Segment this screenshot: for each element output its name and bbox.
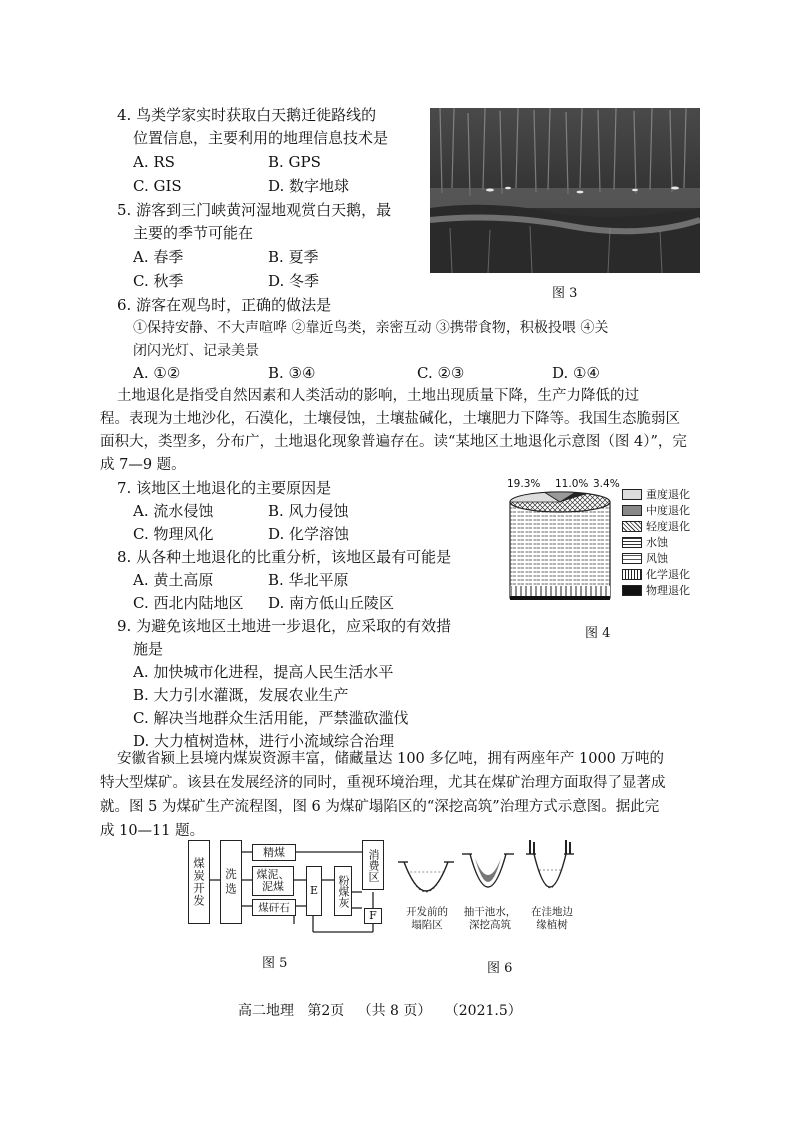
q8-option-d: D. 南方低山丘陵区 (268, 594, 395, 612)
legend-swatch-severe (622, 489, 642, 500)
q8-option-a: A. 黄土高原 (133, 571, 214, 589)
q4-option-c: C. GIS (133, 177, 182, 195)
q4-option-b: B. GPS (268, 153, 321, 171)
box-coal-slime: 煤泥、泥煤 (252, 866, 294, 896)
figure-6-stage-3: 在洼地边 缘植树 (531, 906, 573, 931)
figure-4-percent-2: 11.0% (555, 478, 589, 490)
q9-option-a: A. 加快城市化进程，提高人民生活水平 (133, 663, 394, 681)
q5-stem-line1: 5. 游客到三门峡黄河湿地观赏白天鹅，最 (117, 201, 392, 219)
q4-stem-line2: 位置信息，主要利用的地理信息技术是 (133, 129, 389, 147)
page-footer: 高二地理 第2页 （共 8 页） （2021.5） (238, 1003, 522, 1019)
intro1-line4: 成 7—9 题。 (100, 457, 186, 473)
q8-option-c: C. 西北内陆地区 (133, 594, 244, 612)
figure-4 (505, 478, 705, 618)
box-consumption-area: 消费区 (362, 840, 384, 890)
legend-swatch-chemical (622, 569, 642, 580)
q7-option-a: A. 流水侵蚀 (133, 502, 214, 520)
legend-swatch-physical (622, 585, 642, 596)
intro2-line2: 特大型煤矿。该县在发展经济的同时，重视环境治理，尤其在煤矿治理方面取得了显著成 (100, 775, 666, 791)
q7-option-b: B. 风力侵蚀 (268, 502, 349, 520)
q7-option-d: D. 化学溶蚀 (268, 525, 350, 543)
figure-6-caption: 图 6 (487, 961, 513, 976)
figure-5-flowchart (188, 840, 388, 940)
q6-option-b: B. ③④ (268, 364, 316, 382)
q9-stem-line1: 9. 为避免该地区土地进一步退化，应采取的有效措 (117, 617, 452, 635)
figure-4-cylinder (505, 490, 620, 605)
figure-5-caption: 图 5 (262, 956, 288, 971)
figure-4-legend (622, 486, 690, 598)
legend-label-light: 轻度退化 (646, 520, 690, 533)
figure-4-caption: 图 4 (585, 626, 611, 641)
box-e: E (306, 866, 322, 916)
q5-option-a: A. 春季 (133, 248, 184, 266)
figure-4-percent-1: 19.3% (507, 478, 541, 490)
q5-option-c: C. 秋季 (133, 272, 184, 290)
q7-option-c: C. 物理风化 (133, 525, 214, 543)
legend-swatch-wind (622, 553, 642, 564)
figure-3-photo (430, 108, 700, 273)
q6-items-line1: ①保持安静、不大声喧哗 ②靠近鸟类，亲密互动 ③携带食物，积极投喂 ④关 (133, 320, 609, 336)
q5-option-d: D. 冬季 (268, 272, 320, 290)
q4-option-a: A. RS (133, 153, 175, 171)
q4-stem-line1: 4. 鸟类学家实时获取白天鹅迁徙路线的 (117, 106, 377, 124)
figure-6-stage-1: 开发前的 塌陷区 (406, 906, 448, 931)
q9-option-b: B. 大力引水灌溉，发展农业生产 (133, 686, 349, 704)
legend-label-severe: 重度退化 (646, 488, 690, 501)
q5-option-b: B. 夏季 (268, 248, 319, 266)
figure-4-percent-3: 3.4% (593, 478, 620, 490)
figure-3-caption: 图 3 (552, 286, 578, 301)
q8-option-b: B. 华北平原 (268, 571, 349, 589)
legend-label-moderate: 中度退化 (646, 504, 690, 517)
box-f: F (364, 908, 382, 924)
intro1-line3: 面积大，类型多，分布广，土地退化现象普遍存在。读“某地区土地退化示意图（图 4）”，完 (100, 434, 687, 450)
box-refined-coal: 精煤 (252, 844, 296, 861)
intro1-line2: 程。表现为土地沙化，石漠化，土壤侵蚀，土壤盐碱化，土壤肥力下降等。我国生态脆弱区 (100, 411, 680, 427)
legend-swatch-water (622, 537, 642, 548)
q8-stem: 8. 从各种土地退化的比重分析，该地区最有可能是 (117, 548, 452, 566)
figure-6-stage-2: 抽干池水， 深挖高筑 (463, 906, 517, 931)
legend-label-water: 水蚀 (646, 536, 668, 549)
q6-items-line2: 闭闪光灯、记录美景 (133, 343, 259, 359)
legend-label-physical: 物理退化 (646, 584, 690, 597)
box-fly-ash: 粉煤灰 (334, 866, 352, 916)
intro2-line4: 成 10—11 题。 (100, 823, 205, 839)
q6-option-a: A. ①② (133, 364, 181, 382)
q6-stem: 6. 游客在观鸟时，正确的做法是 (117, 296, 332, 314)
intro1-line1: 土地退化是指受自然因素和人类活动的影响，土地出现质量下降，生产力降低的过 (117, 388, 639, 404)
legend-swatch-light (622, 521, 642, 532)
q5-stem-line2: 主要的季节可能在 (133, 224, 254, 242)
legend-label-chemical: 化学退化 (646, 568, 690, 581)
legend-label-wind: 风蚀 (646, 552, 668, 565)
q7-stem: 7. 该地区土地退化的主要原因是 (117, 479, 332, 497)
q9-option-c: C. 解决当地群众生活用能，严禁滥砍滥伐 (133, 709, 409, 727)
box-coal-gangue: 煤矸石 (252, 899, 296, 916)
intro2-line1: 安徽省颍上县境内煤炭资源丰富，储藏量达 100 多亿吨，拥有两座年产 1000 万吨的 (117, 751, 665, 767)
q4-option-d: D. 数字地球 (268, 177, 350, 195)
q9-option-d: D. 大力植树造林，进行小流域综合治理 (133, 732, 395, 750)
box-coal-mining: 煤炭开发 (188, 840, 210, 924)
q6-option-c: C. ②③ (417, 364, 465, 382)
box-washing: 洗选 (220, 840, 242, 924)
figure-6 (398, 840, 598, 940)
q6-option-d: D. ①④ (552, 364, 600, 382)
intro2-line3: 就。图 5 为煤矿生产流程图，图 6 为煤矿塌陷区的“深挖高筑”治理方式示意图。据此完 (100, 799, 660, 815)
q9-stem-line2: 施是 (133, 640, 164, 658)
legend-swatch-moderate (622, 505, 642, 516)
